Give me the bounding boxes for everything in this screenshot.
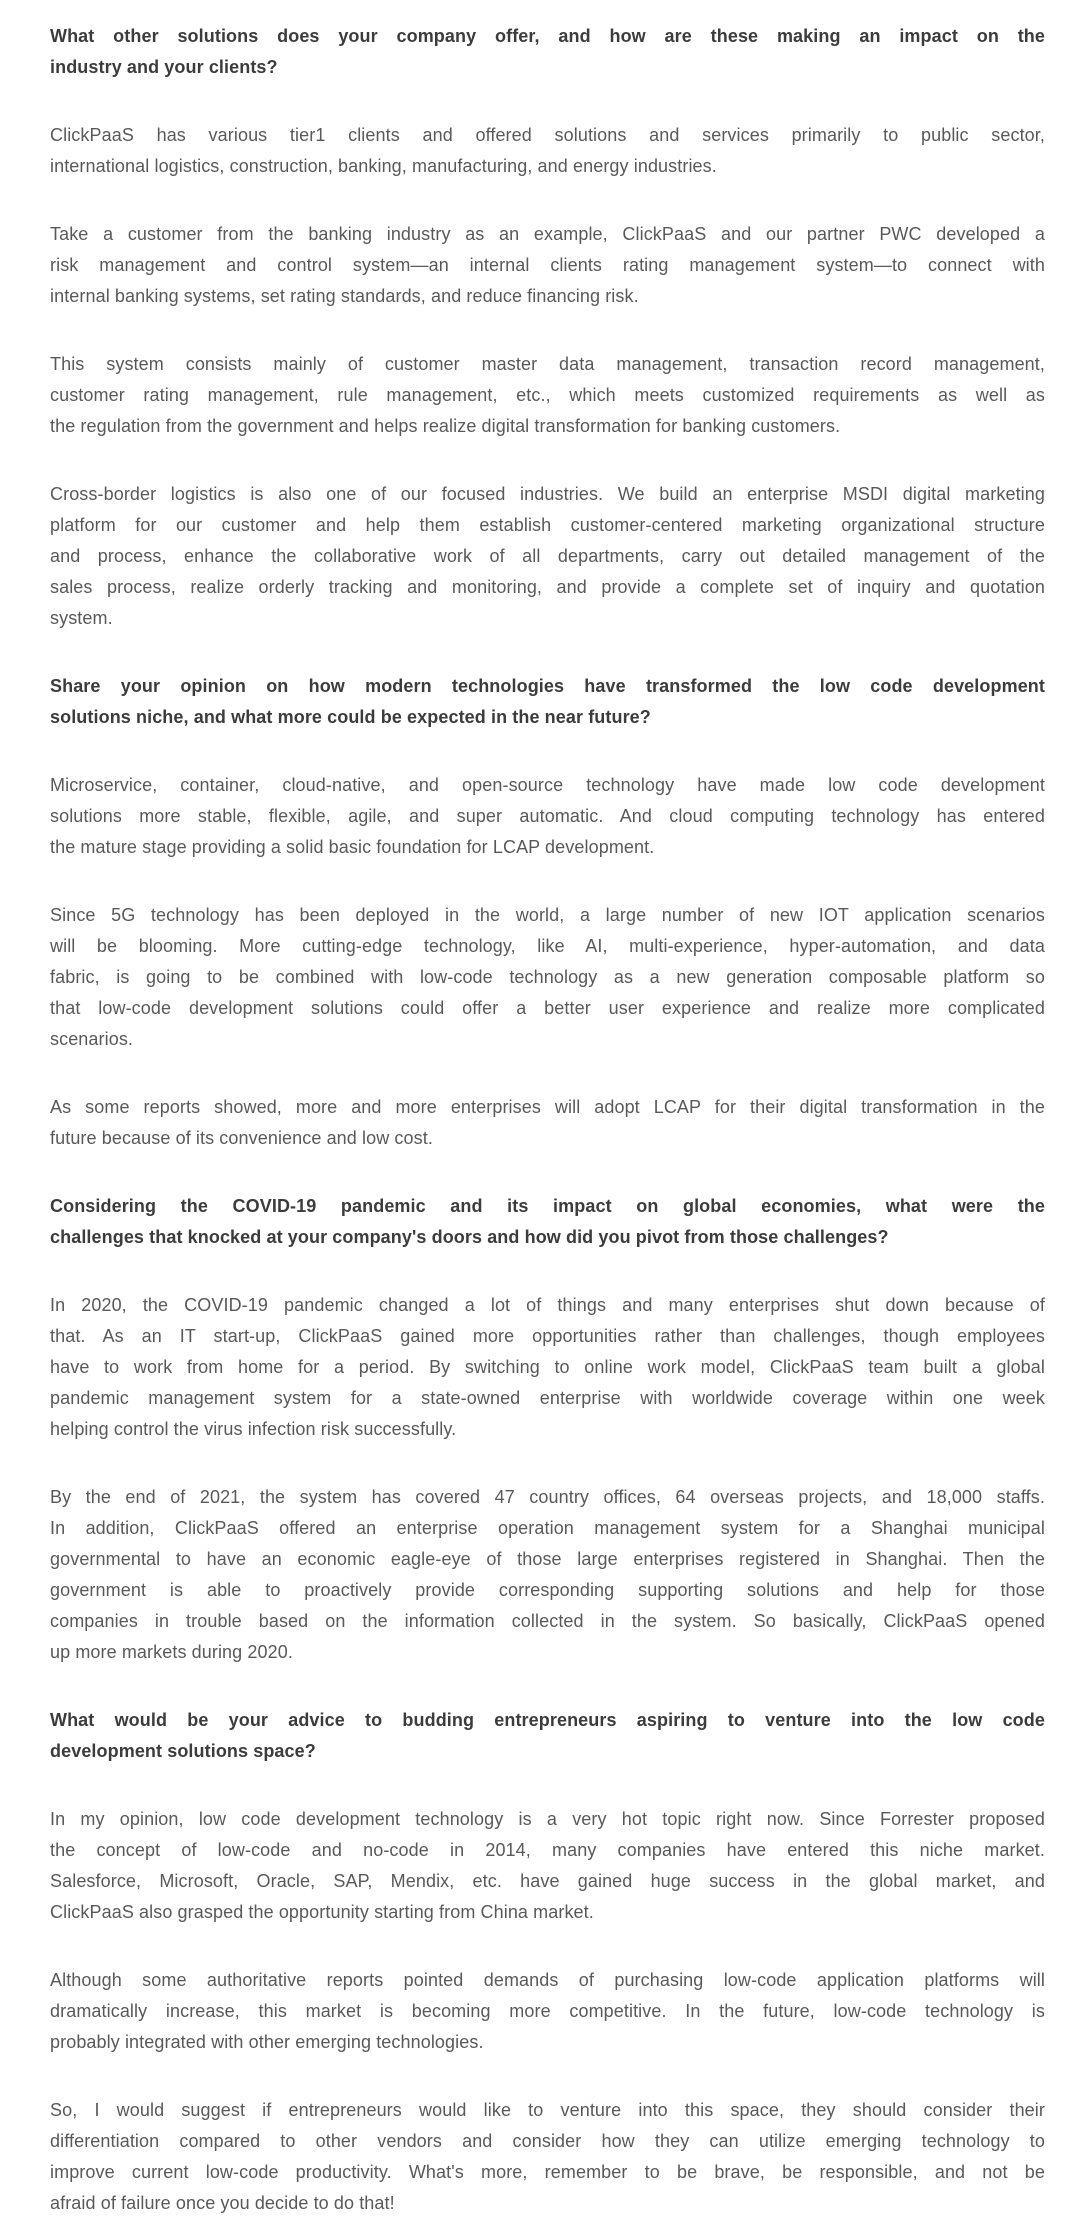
- answer-paragraph: [50, 219, 1045, 312]
- answer-paragraph: [50, 770, 1045, 863]
- answer-paragraph: [50, 900, 1045, 1055]
- text-line: Share your opinion on how modern technologies have transformed the low code development: [50, 676, 1045, 696]
- text-line: In addition, ClickPaaS offered an enterprise operation management system for a Shanghai municipal: [50, 1518, 1045, 1538]
- answer-paragraph: [50, 2095, 1045, 2219]
- answer-paragraph: [50, 1290, 1045, 1445]
- text-line: differentiation compared to other vendors and consider how they can utilize emerging technology to: [50, 2131, 1045, 2151]
- text-line: and process, enhance the collaborative work of all departments, carry out detailed management of the: [50, 546, 1045, 566]
- text-line: solutions niche, and what more could be expected in the near future?: [50, 707, 651, 727]
- text-line: the concept of low-code and no-code in 2014, many companies have entered this niche market.: [50, 1840, 1045, 1860]
- answer-paragraph: [50, 1965, 1045, 2058]
- question-paragraph: [50, 1191, 1045, 1253]
- text-line: challenges that knocked at your company's doors and how did you pivot from those challenges?: [50, 1227, 889, 1247]
- text-line: What other solutions does your company offer, and how are these making an impact on the: [50, 26, 1045, 46]
- text-line: that low-code development solutions could offer a better user experience and realize more complicated: [50, 998, 1045, 1018]
- text-line: In 2020, the COVID-19 pandemic changed a lot of things and many enterprises shut down because of: [50, 1295, 1045, 1315]
- text-line: Take a customer from the banking industry as an example, ClickPaaS and our partner PWC developed a: [50, 224, 1045, 244]
- text-line: In my opinion, low code development technology is a very hot topic right now. Since Forrester proposed: [50, 1809, 1045, 1829]
- text-line: helping control the virus infection risk successfully.: [50, 1419, 457, 1439]
- text-line: ClickPaaS also grasped the opportunity starting from China market.: [50, 1902, 594, 1922]
- answer-paragraph: [50, 1804, 1045, 1928]
- answer-paragraph: [50, 1092, 1045, 1154]
- text-line: development solutions space?: [50, 1741, 316, 1761]
- text-line: dramatically increase, this market is becoming more competitive. In the future, low-code technology is: [50, 2001, 1045, 2021]
- text-line: probably integrated with other emerging technologies.: [50, 2032, 484, 2052]
- text-line: sales process, realize orderly tracking and monitoring, and provide a complete set of inquiry and quotation: [50, 577, 1045, 597]
- answer-paragraph: [50, 479, 1045, 634]
- text-line: government is able to proactively provide corresponding supporting solutions and help for those: [50, 1580, 1045, 1600]
- text-line: Cross-border logistics is also one of our focused industries. We build an enterprise MSDI digital marketing: [50, 484, 1045, 504]
- text-line: system.: [50, 608, 113, 628]
- text-line: will be blooming. More cutting-edge technology, like AI, multi-experience, hyper-automation, and data: [50, 936, 1045, 956]
- text-line: the mature stage providing a solid basic foundation for LCAP development.: [50, 837, 655, 857]
- text-line: ClickPaaS has various tier1 clients and offered solutions and services primarily to public sector,: [50, 125, 1045, 145]
- text-line: internal banking systems, set rating standards, and reduce financing risk.: [50, 286, 639, 306]
- text-line: scenarios.: [50, 1029, 134, 1049]
- text-line: Microservice, container, cloud-native, and open-source technology have made low code development: [50, 775, 1045, 795]
- text-line: platform for our customer and help them establish customer-centered marketing organizational structure: [50, 515, 1045, 535]
- text-line: This system consists mainly of customer master data management, transaction record management,: [50, 354, 1045, 374]
- text-line: industry and your clients?: [50, 57, 278, 77]
- question-paragraph: [50, 21, 1045, 83]
- text-line: As some reports showed, more and more enterprises will adopt LCAP for their digital transformation in the: [50, 1097, 1045, 1117]
- text-line: customer rating management, rule management, etc., which meets customized requirements as well as: [50, 385, 1045, 405]
- text-line: By the end of 2021, the system has covered 47 country offices, 64 overseas projects, and 18,000 staffs.: [50, 1487, 1045, 1507]
- answer-paragraph: [50, 349, 1045, 442]
- text-line: the regulation from the government and helps realize digital transformation for banking customers.: [50, 416, 841, 436]
- answer-paragraph: [50, 1482, 1045, 1668]
- text-line: have to work from home for a period. By switching to online work model, ClickPaaS team built a global: [50, 1357, 1045, 1377]
- text-line: afraid of failure once you decide to do that!: [50, 2193, 395, 2213]
- answer-paragraph: [50, 120, 1045, 182]
- text-line: companies in trouble based on the information collected in the system. So basically, ClickPaaS opened: [50, 1611, 1045, 1631]
- text-line: fabric, is going to be combined with low-code technology as a new generation composable platform so: [50, 967, 1045, 987]
- question-paragraph: [50, 1705, 1045, 1767]
- text-line: Although some authoritative reports pointed demands of purchasing low-code application platforms will: [50, 1970, 1045, 1990]
- text-line: Salesforce, Microsoft, Oracle, SAP, Mendix, etc. have gained huge success in the global market, and: [50, 1871, 1045, 1891]
- text-line: future because of its convenience and low cost.: [50, 1128, 433, 1148]
- text-line: Considering the COVID-19 pandemic and its impact on global economies, what were the: [50, 1196, 1045, 1216]
- text-line: improve current low-code productivity. What's more, remember to be brave, be responsible, and not be: [50, 2162, 1045, 2182]
- text-line: that. As an IT start-up, ClickPaaS gained more opportunities rather than challenges, though employees: [50, 1326, 1045, 1346]
- text-line: governmental to have an economic eagle-eye of those large enterprises registered in Shanghai. Then the: [50, 1549, 1045, 1569]
- text-line: So, I would suggest if entrepreneurs would like to venture into this space, they should consider their: [50, 2100, 1045, 2120]
- text-line: pandemic management system for a state-owned enterprise with worldwide coverage within one week: [50, 1388, 1045, 1408]
- text-line: international logistics, construction, banking, manufacturing, and energy industries.: [50, 156, 717, 176]
- text-line: risk management and control system—an internal clients rating management system—to connect with: [50, 255, 1045, 275]
- text-line: up more markets during 2020.: [50, 1642, 293, 1662]
- text-line: solutions more stable, flexible, agile, and super automatic. And cloud computing technology has entered: [50, 806, 1045, 826]
- text-line: Since 5G technology has been deployed in the world, a large number of new IOT application scenarios: [50, 905, 1045, 925]
- text-line: What would be your advice to budding entrepreneurs aspiring to venture into the low code: [50, 1710, 1045, 1730]
- question-paragraph: [50, 671, 1045, 733]
